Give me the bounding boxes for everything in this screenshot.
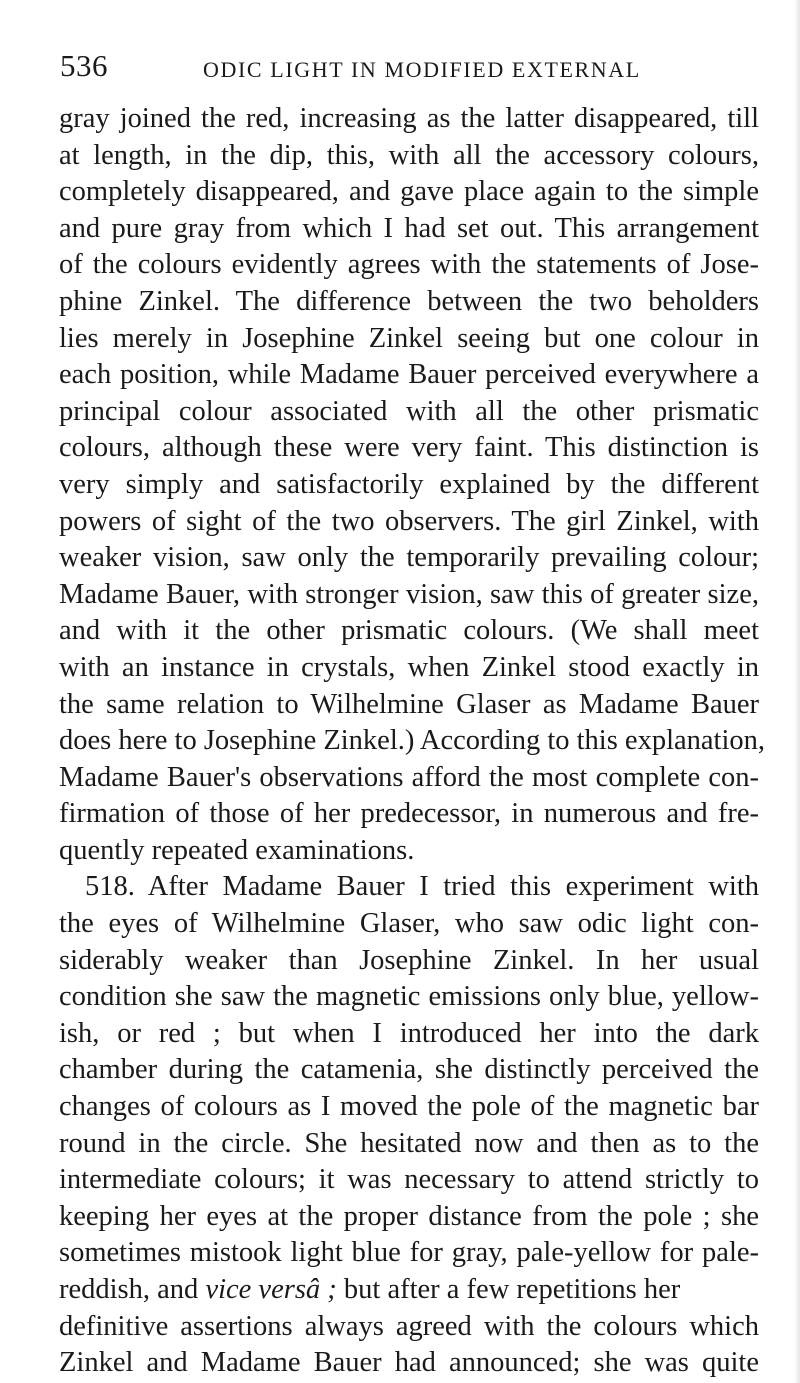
text-line: each position, while Madame Bauer perceived everywhere a — [59, 359, 759, 391]
text-line: with an instance in crystals, when Zinkel stood exactly in — [59, 651, 759, 683]
text-line: chamber during the catamenia, she distinctly perceived the — [59, 1054, 759, 1086]
page-edge-shadow — [794, 0, 800, 1383]
text-line: completely disappeared, and gave place again to the simple — [59, 176, 759, 208]
paragraph-end-line: quently repeated examinations. — [59, 834, 415, 866]
text-line: Zinkel and Madame Bauer had announced; she was quite — [59, 1347, 759, 1379]
text-line: keeping her eyes at the proper distance from the pole ; she — [59, 1200, 759, 1232]
text-line: definitive assertions always agreed with the colours which — [59, 1310, 759, 1342]
text-line: the eyes of Wilhelmine Glaser, who saw odic light con- — [59, 908, 759, 940]
page-number: 536 — [60, 48, 108, 83]
text-line-with-italic — [59, 1272, 759, 1309]
text-line: intermediate colours; it was necessary to attend strictly to — [59, 1164, 759, 1196]
text-line: of the colours evidently agrees with the statements of Jose- — [59, 249, 759, 281]
text-line: gray joined the red, increasing as the latter disappeared, till — [59, 103, 759, 134]
text-line: colours, although these were very faint. This distinction is — [59, 432, 759, 464]
italic-phrase: vice versâ ; — [205, 1274, 337, 1305]
text-line: firmation of those of her predecessor, in numerous and fre- — [59, 798, 759, 830]
text-line: lies merely in Josephine Zinkel seeing but one colour in — [59, 322, 759, 354]
text-line: siderably weaker than Josephine Zinkel. In her usual — [59, 944, 759, 976]
text-segment: reddish, and — [59, 1274, 206, 1305]
text-line: condition she saw the magnetic emissions only blue, yellow- — [59, 981, 759, 1013]
text-line: ish, or red ; but when I introduced her into the dark — [59, 1017, 759, 1049]
section-518-first-line: 518. After Madame Bauer I tried this experiment with — [85, 871, 759, 903]
text-line: changes of colours as I moved the pole of the magnetic bar — [59, 1091, 759, 1123]
text-line: and with it the other prismatic colours. (We shall meet — [59, 615, 759, 647]
text-line: round in the circle. She hesitated now and then as to the — [59, 1127, 759, 1159]
text-line: does here to Josephine Zinkel.) According to this explanation, — [59, 725, 766, 757]
text-line: sometimes mistook light blue for gray, pale-yellow for pale- — [59, 1237, 759, 1269]
running-head — [60, 46, 750, 86]
text-line: powers of sight of the two observers. The girl Zinkel, with — [59, 505, 759, 537]
text-line: weaker vision, saw only the temporarily prevailing colour; — [59, 542, 759, 574]
body-text — [59, 101, 766, 1382]
text-line: the same relation to Wilhelmine Glaser as Madame Bauer — [59, 688, 759, 720]
text-line: very simply and satisfactorily explained by the different — [59, 468, 759, 500]
text-line: Madame Bauer's observations afford the most complete con- — [59, 761, 759, 793]
running-head-title: ODIC LIGHT IN MODIFIED EXTERNAL — [203, 57, 641, 82]
text-line: at length, in the dip, this, with all the accessory colours, — [59, 139, 759, 171]
text-line: Madame Bauer, with stronger vision, saw this of greater size, — [59, 578, 759, 610]
text-line: phine Zinkel. The difference between the two beholders — [59, 285, 759, 317]
text-line: principal colour associated with all the other prismatic — [59, 395, 759, 427]
text-line: and pure gray from which I had set out. This arrangement — [59, 212, 759, 244]
text-segment: but after a few repetitions her — [336, 1274, 681, 1305]
